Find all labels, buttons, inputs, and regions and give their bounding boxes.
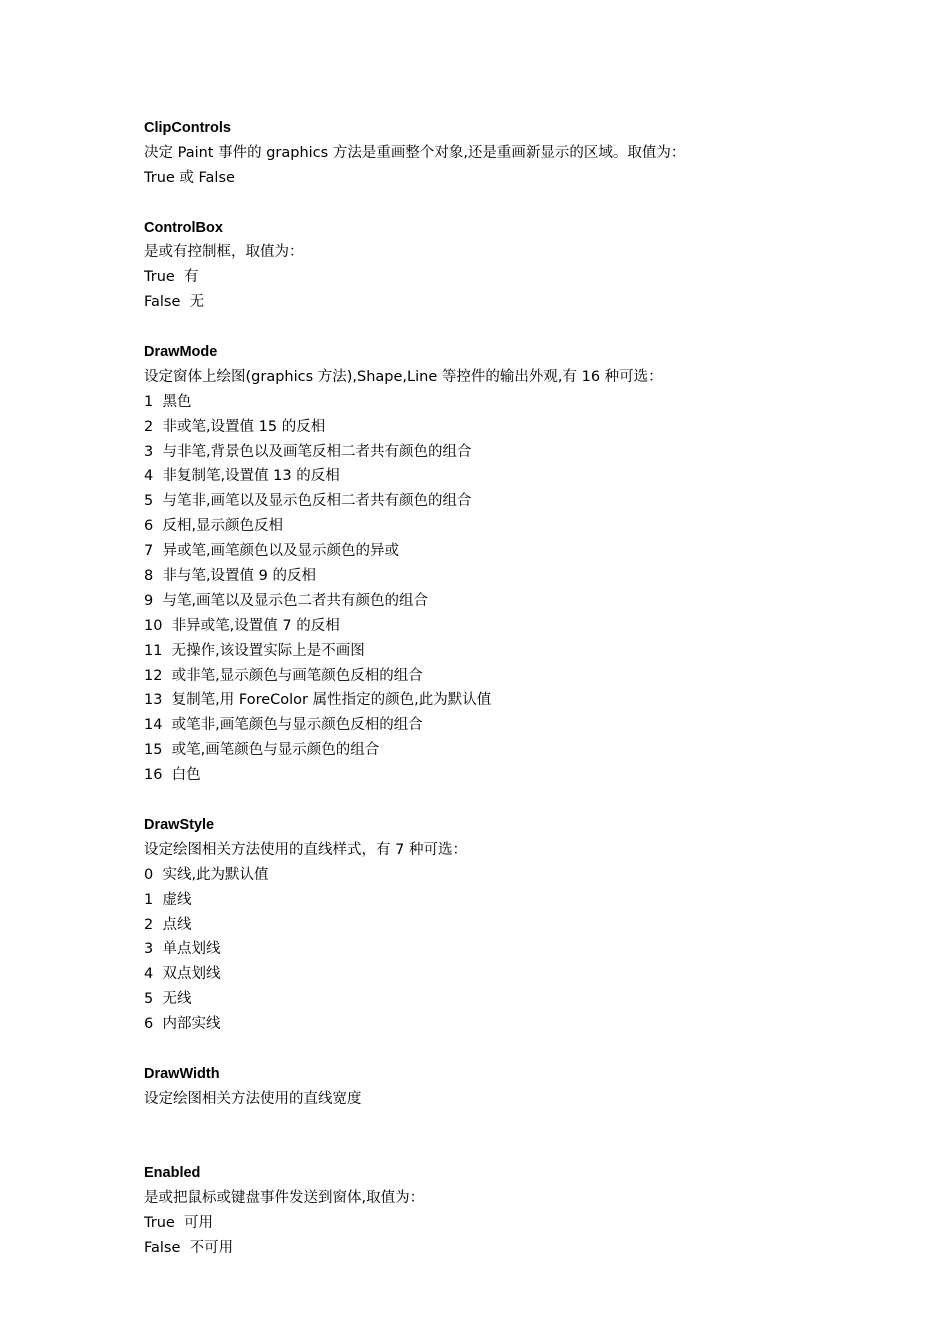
spacer — [144, 788, 864, 813]
list-item: 0 实线,此为默认值 — [144, 866, 269, 883]
heading-enabled: Enabled — [144, 1165, 201, 1182]
list-item: 1 黑色 — [144, 393, 192, 410]
list-item: 9 与笔,画笔以及显示色二者共有颜色的组合 — [144, 592, 429, 609]
text-line: 是或把鼠标或键盘事件发送到窗体,取值为： — [144, 1190, 425, 1207]
list-item: 3 与非笔,背景色以及画笔反相二者共有颜色的组合 — [144, 443, 472, 460]
list-item: 5 无线 — [144, 991, 192, 1008]
list-item: 11 无操作,该设置实际上是不画图 — [144, 642, 365, 659]
text-line: True 可用 — [144, 1215, 214, 1232]
text-line: 设定绘图相关方法使用的直线宽度 — [144, 1090, 362, 1107]
list-item: 1 虚线 — [144, 891, 192, 908]
list-item: 6 反相,显示颜色反相 — [144, 518, 284, 535]
spacer — [144, 191, 864, 216]
heading-clipcontrols: ClipControls — [144, 120, 231, 136]
list-item: 2 点线 — [144, 916, 192, 933]
text-line: True 或 False — [144, 169, 235, 186]
text-line: False 无 — [144, 294, 205, 311]
list-item: 13 复制笔,用 ForeColor 属性指定的颜色,此为默认值 — [144, 692, 492, 709]
list-item: 12 或非笔,显示颜色与画笔颜色反相的组合 — [144, 667, 423, 684]
text-line: True 有 — [144, 269, 199, 286]
list-item: 14 或笔非,画笔颜色与显示颜色反相的组合 — [144, 717, 423, 734]
text-line: False 不可用 — [144, 1240, 234, 1257]
list-item: 2 非或笔,设置值 15 的反相 — [144, 418, 326, 435]
list-item: 6 内部实线 — [144, 1016, 221, 1033]
spacer — [144, 1112, 864, 1162]
list-item: 10 非异或笔,设置值 7 的反相 — [144, 617, 340, 634]
spacer — [144, 315, 864, 340]
list-item: 7 异或笔,画笔颜色以及显示颜色的异或 — [144, 543, 400, 560]
text-line: 是或有控制框，取值为： — [144, 244, 304, 261]
heading-controlbox: ControlBox — [144, 219, 223, 236]
list-item: 16 白色 — [144, 767, 201, 784]
heading-drawmode: DrawMode — [144, 344, 218, 361]
document-content — [144, 116, 864, 1261]
list-item: 5 与笔非,画笔以及显示色反相二者共有颜色的组合 — [144, 493, 472, 510]
heading-drawwidth: DrawWidth — [144, 1065, 220, 1082]
text-line: 决定 Paint 事件的 graphics 方法是重画整个对象,还是重画新显示的区域。取值为： — [144, 144, 686, 161]
list-item: 4 非复制笔,设置值 13 的反相 — [144, 468, 340, 485]
list-item: 3 单点划线 — [144, 941, 221, 958]
heading-drawstyle: DrawStyle — [144, 816, 215, 833]
list-item: 8 非与笔,设置值 9 的反相 — [144, 568, 316, 585]
list-item: 4 双点划线 — [144, 966, 221, 983]
text-line: 设定绘图相关方法使用的直线样式，有 7 种可选： — [144, 841, 467, 858]
text-line: 设定窗体上绘图(graphics 方法),Shape,Line 等控件的输出外观,有 16 种可选： — [144, 368, 663, 385]
spacer — [144, 1037, 864, 1062]
list-item: 15 或笔,画笔颜色与显示颜色的组合 — [144, 742, 380, 759]
